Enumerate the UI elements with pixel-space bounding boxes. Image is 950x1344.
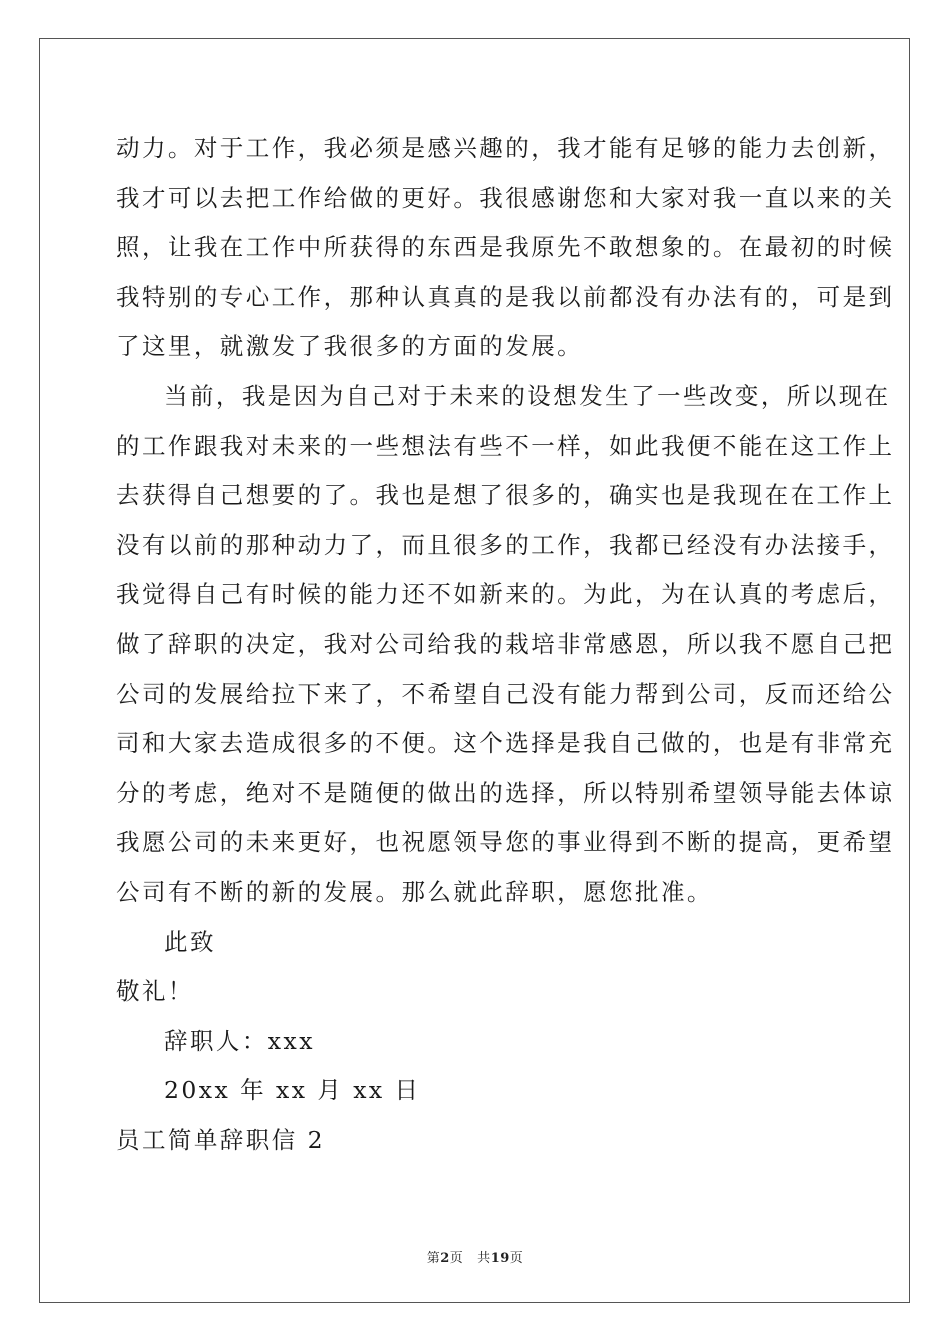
- text-line: 我愿公司的未来更好，也祝愿领导您的事业得到不断的提高，更希望: [116, 828, 895, 857]
- text-line: 公司有不断的新的发展。那么就此辞职，愿您批准。: [116, 877, 713, 906]
- text-line: 我特别的专心工作，那种认真真的是我以前都没有办法有的，可是到: [116, 282, 895, 311]
- text-line: 去获得自己想要的了。我也是想了很多的，确实也是我现在在工作上: [116, 481, 895, 510]
- text-line: 我才可以去把工作给做的更好。我很感谢您和大家对我一直以来的关: [116, 183, 895, 212]
- page-number: 2: [440, 1251, 450, 1266]
- page-suffix: 页: [449, 1251, 464, 1266]
- page-prefix: 第: [426, 1251, 441, 1266]
- text-line: 分的考虑，绝对不是随便的做出的选择，所以特别希望领导能去体谅: [116, 778, 895, 807]
- salute-line: 敬礼！: [116, 977, 194, 1006]
- text-line: 照，让我在工作中所获得的东西是我原先不敢想象的。在最初的时候: [116, 233, 895, 262]
- text-line: 做了辞职的决定，我对公司给我的栽培非常感恩，所以我不愿自己把: [116, 629, 895, 658]
- signer-line: 辞职人：xxx: [164, 1026, 315, 1055]
- date-line: 20xx 年 xx 月 xx 日: [164, 1076, 421, 1105]
- text-line: 的工作跟我对未来的一些想法有些不一样，如此我便不能在这工作上: [116, 431, 895, 460]
- paragraph-1: [116, 124, 895, 372]
- closing-line: 此致: [164, 927, 216, 956]
- text-line: 当前，我是因为自己对于未来的设想发生了一些改变，所以现在: [164, 381, 891, 410]
- text-line: 公司的发展给拉下来了，不希望自己没有能力帮到公司，反而还给公: [116, 679, 895, 708]
- text-line: 了这里，就激发了我很多的方面的发展。: [116, 332, 584, 361]
- text-line: 司和大家去造成很多的不便。这个选择是我自己做的，也是有非常充: [116, 729, 895, 758]
- page-footer: [0, 1247, 950, 1266]
- text-line: 动力。对于工作，我必须是感兴趣的，我才能有足够的能力去创新，: [116, 134, 895, 162]
- text-line: 没有以前的那种动力了，而且很多的工作，我都已经没有办法接手，: [116, 530, 895, 559]
- next-letter-title: 员工简单辞职信 2: [116, 1125, 325, 1154]
- total-suffix: 页: [509, 1251, 524, 1266]
- total-prefix: 共: [477, 1251, 491, 1266]
- text-line: 我觉得自己有时候的能力还不如新来的。为此，为在认真的考虑后，: [116, 580, 895, 609]
- total-pages: 19: [490, 1251, 510, 1266]
- document-body: [116, 124, 895, 1165]
- paragraph-2: [116, 372, 895, 918]
